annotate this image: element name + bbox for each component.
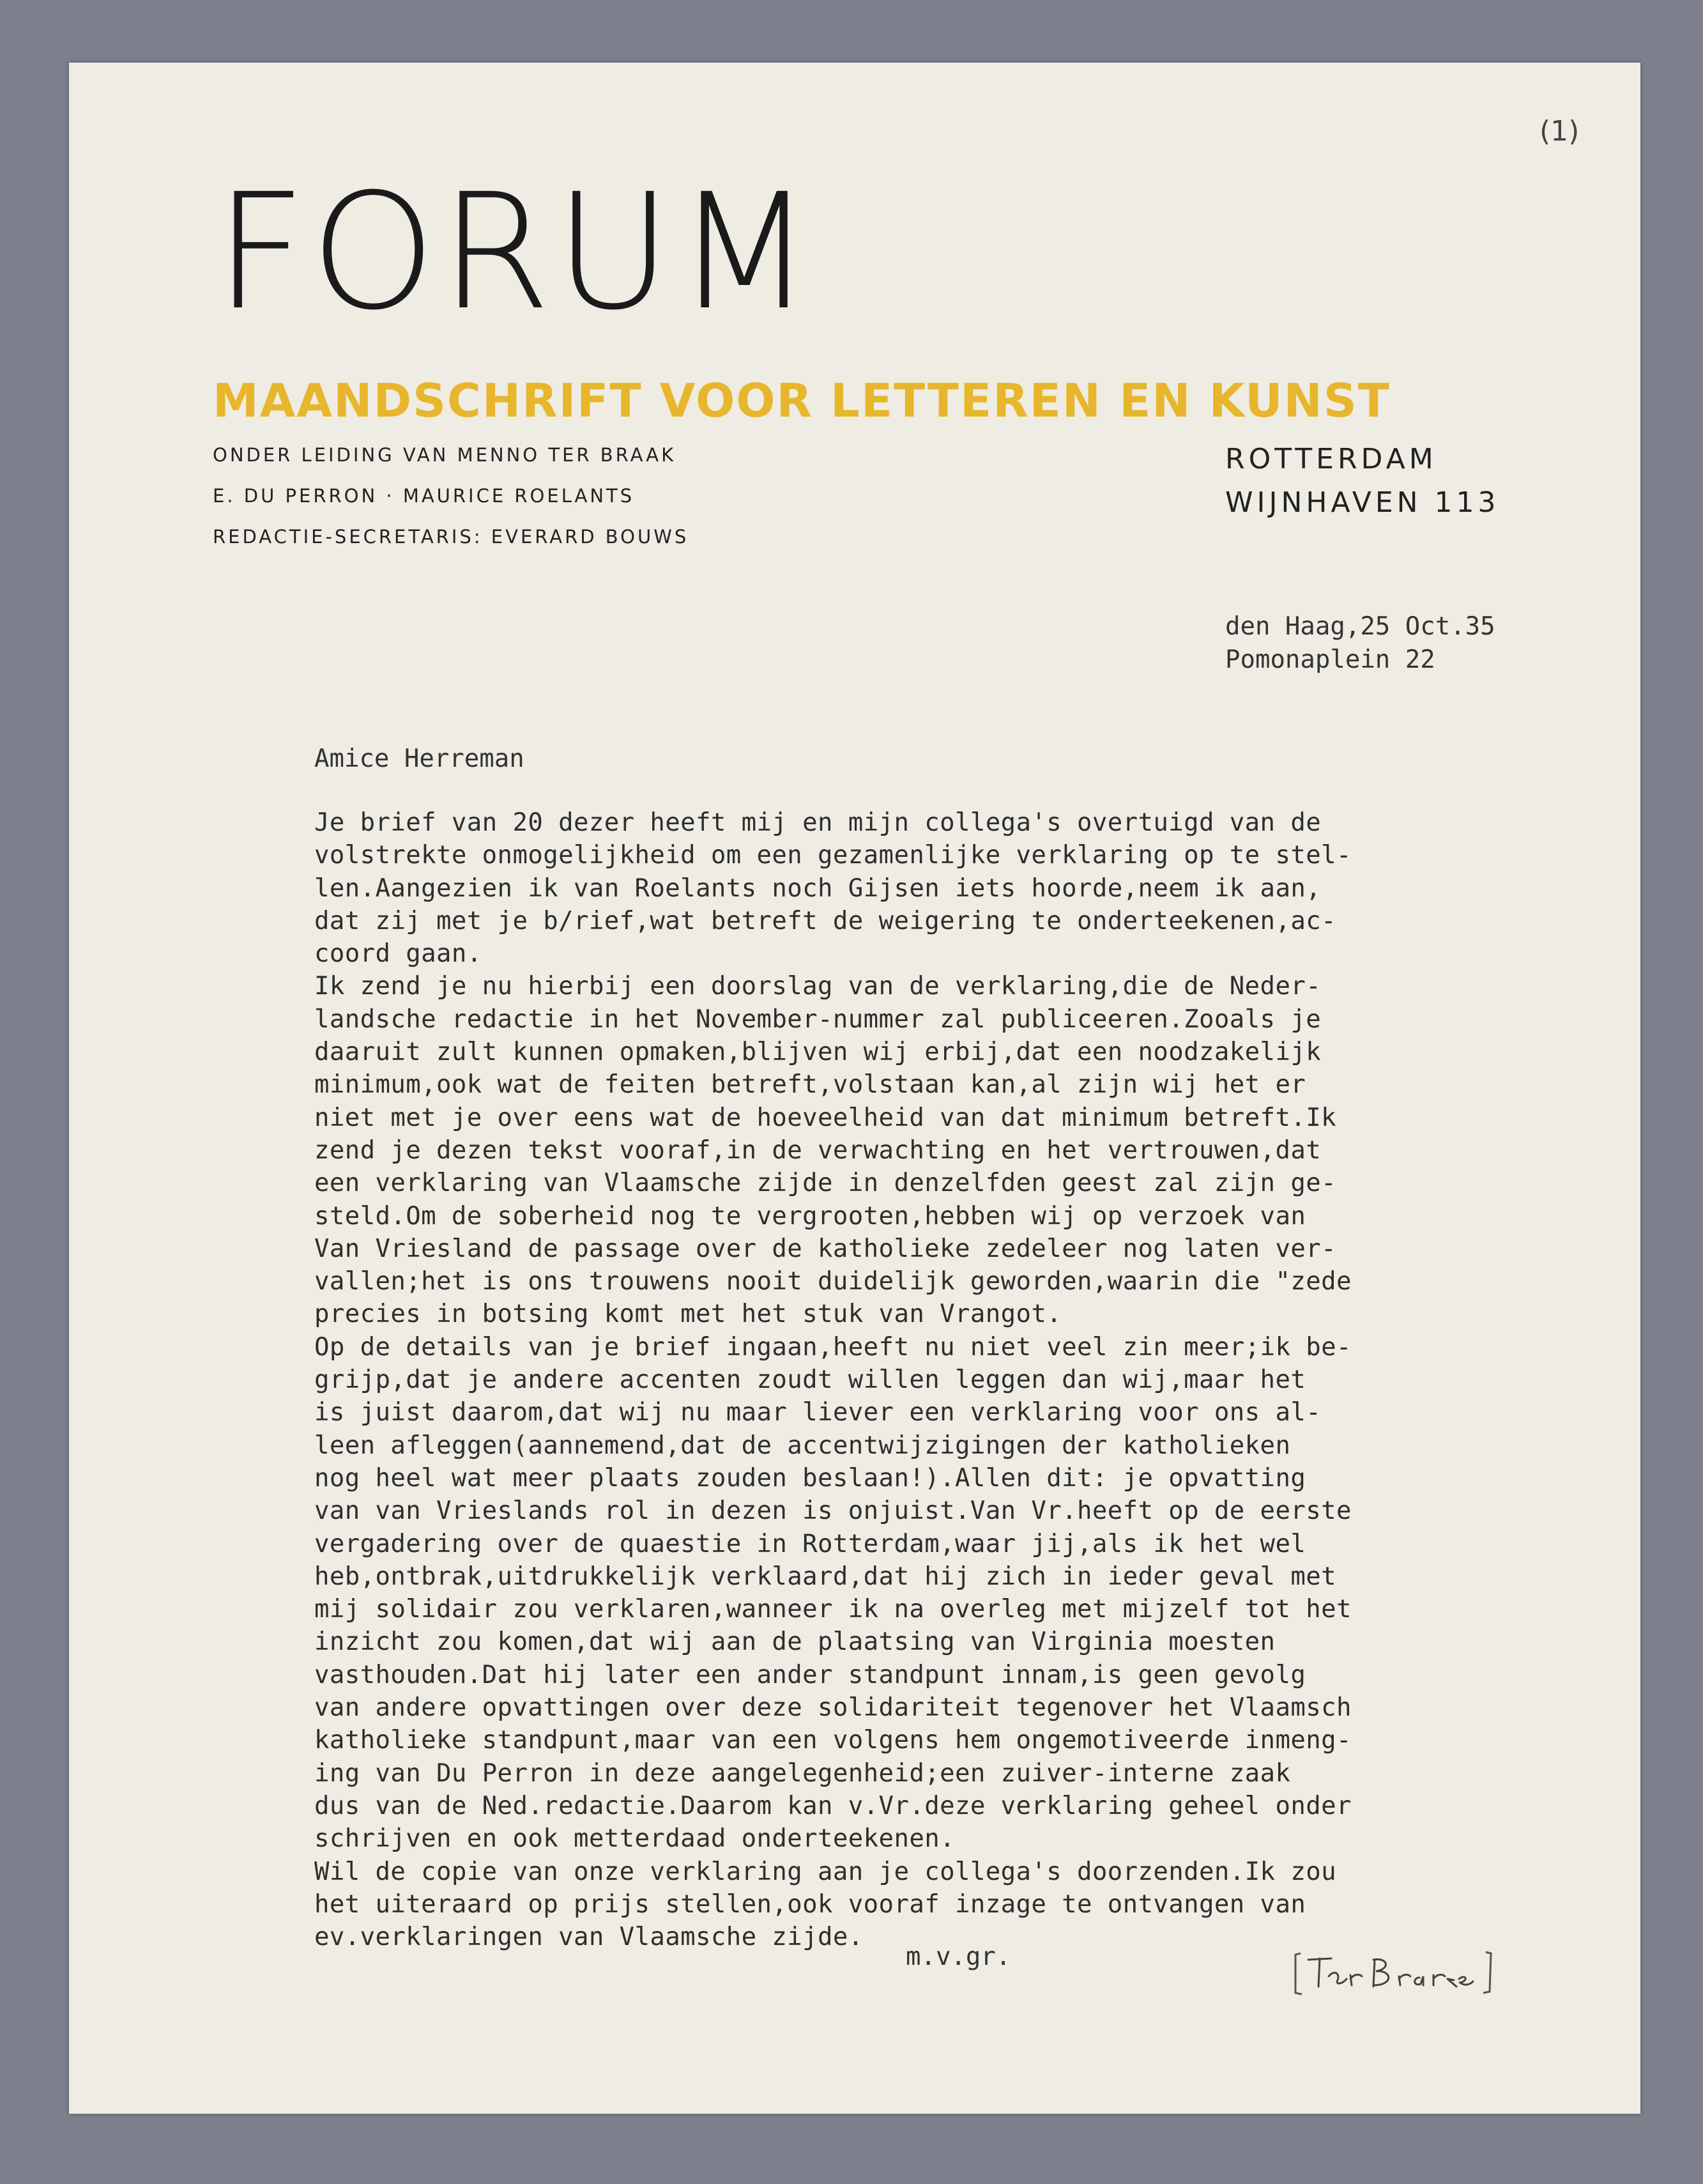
body-line: Op de details van je brief ingaan,heeft nu niet veel zin meer;ik be-	[314, 1332, 1352, 1362]
body-line: schrijven en ook metterdaad onderteekenen.	[314, 1824, 955, 1854]
address-street: WIJNHAVEN 113	[1225, 486, 1500, 519]
body-line: precies in botsing komt met het stuk van Vrangot.	[314, 1300, 1062, 1329]
body-line: daaruit zult kunnen opmaken,blijven wij erbij,dat een noodzakelijk	[314, 1038, 1322, 1067]
body-line: ev.verklaringen van Vlaamsche zijde.	[314, 1923, 864, 1952]
dateline	[1225, 610, 1495, 677]
body-line: het uiteraard op prijs stellen,ook vooraf inzage te ontvangen van	[314, 1889, 1306, 1919]
body-line: steld.Om de soberheid nog te vergrooten,hebben wij op verzoek van	[314, 1201, 1306, 1231]
staff-line: E. DU PERRON · MAURICE ROELANTS	[213, 485, 635, 507]
body-line: ing van Du Perron in deze aangelegenheid;een zuiver-interne zaak	[314, 1758, 1291, 1788]
body-line: volstrekte onmogelijkheid om een gezamenlijke verklaring op te stel-	[314, 841, 1352, 870]
body-line: minimum,ook wat de feiten betreft,volstaan kan,al zijn wij het er	[314, 1070, 1306, 1100]
body-line: grijp,dat je andere accenten zoudt willen leggen dan wij,maar het	[314, 1365, 1306, 1395]
publisher-address	[1225, 438, 1500, 525]
body-line: dat zij met je b/rief,wat betreft de weigering te onderteekenen,ac-	[314, 906, 1336, 935]
body-line: is juist daarom,dat wij nu maar liever een verklaring voor ons al-	[314, 1398, 1322, 1427]
body-line: vergadering over de quaestie in Rotterdam,waar jij,als ik het wel	[314, 1529, 1306, 1558]
body-line: Je brief van 20 dezer heeft mij en mijn collega's overtuigd van de	[314, 808, 1322, 837]
body-line: len.Aangezien ik van Roelants noch Gijsen iets hoorde,neem ik aan,	[314, 873, 1322, 903]
sender-address: Pomonaplein 22	[1225, 645, 1435, 674]
body-line: inzicht zou komen,dat wij aan de plaatsing van Virginia moesten	[314, 1627, 1276, 1657]
body-line: coord gaan.	[314, 939, 482, 969]
date-place: den Haag,25 Oct.35	[1225, 612, 1495, 641]
handwritten-signature	[1292, 1951, 1496, 1997]
editorial-staff	[213, 434, 689, 557]
salutation: Amice Herreman	[314, 744, 524, 773]
masthead-subtitle: MAANDSCHRIFT VOOR LETTEREN EN KUNST	[213, 374, 1391, 427]
body-line: mij solidair zou verklaren,wanneer ik na overleg met mijzelf tot het	[314, 1595, 1352, 1624]
body-line: vasthouden.Dat hij later een ander standpunt innam,is geen gevolg	[314, 1660, 1306, 1689]
body-line: een verklaring van Vlaamsche zijde in denzelfden geest zal zijn ge-	[314, 1169, 1336, 1198]
body-line: katholieke standpunt,maar van een volgens hem ongemotiveerde inmeng-	[314, 1726, 1352, 1755]
archive-mark: (1)	[1539, 115, 1580, 148]
body-line: nog heel wat meer plaats zouden beslaan!).Allen dit: je opvatting	[314, 1463, 1306, 1493]
body-line: dus van de Ned.redactie.Daarom kan v.Vr.deze verklaring geheel onder	[314, 1791, 1352, 1820]
body-line: niet met je over eens wat de hoeveelheid van dat minimum betreft.Ik	[314, 1103, 1336, 1132]
body-line: heb,ontbrak,uitdrukkelijk verklaard,dat hij zich in ieder geval met	[314, 1562, 1336, 1591]
body-line: landsche redactie in het November-nummer zal publiceeren.Zooals je	[314, 1004, 1322, 1034]
address-city: ROTTERDAM	[1225, 443, 1437, 475]
staff-line: ONDER LEIDING VAN MENNO TER BRAAK	[213, 444, 676, 466]
body-line: van andere opvattingen over deze solidariteit tegenover het Vlaamsch	[314, 1693, 1352, 1723]
letter-body	[314, 806, 1352, 1953]
body-line: vallen;het is ons trouwens nooit duidelijk geworden,waarin die "zede	[314, 1267, 1352, 1296]
staff-line: REDACTIE-SECRETARIS: EVERARD BOUWS	[213, 526, 689, 548]
body-line: Ik zend je nu hierbij een doorslag van de verklaring,die de Neder-	[314, 972, 1322, 1001]
body-line: Wil de copie van onze verklaring aan je collega's doorzenden.Ik zou	[314, 1857, 1336, 1886]
body-line: zend je dezen tekst vooraf,in de verwachting en het vertrouwen,dat	[314, 1135, 1322, 1165]
body-line: leen afleggen(aannemend,dat de accentwijzigingen der katholieken	[314, 1431, 1291, 1460]
masthead-title: FORUM	[215, 159, 817, 345]
body-line: Van Vriesland de passage over de katholieke zedeleer nog laten ver-	[314, 1234, 1336, 1263]
closing: m.v.gr.	[906, 1942, 1011, 1971]
body-line: van van Vrieslands rol in dezen is onjuist.Van Vr.heeft op de eerste	[314, 1496, 1352, 1526]
